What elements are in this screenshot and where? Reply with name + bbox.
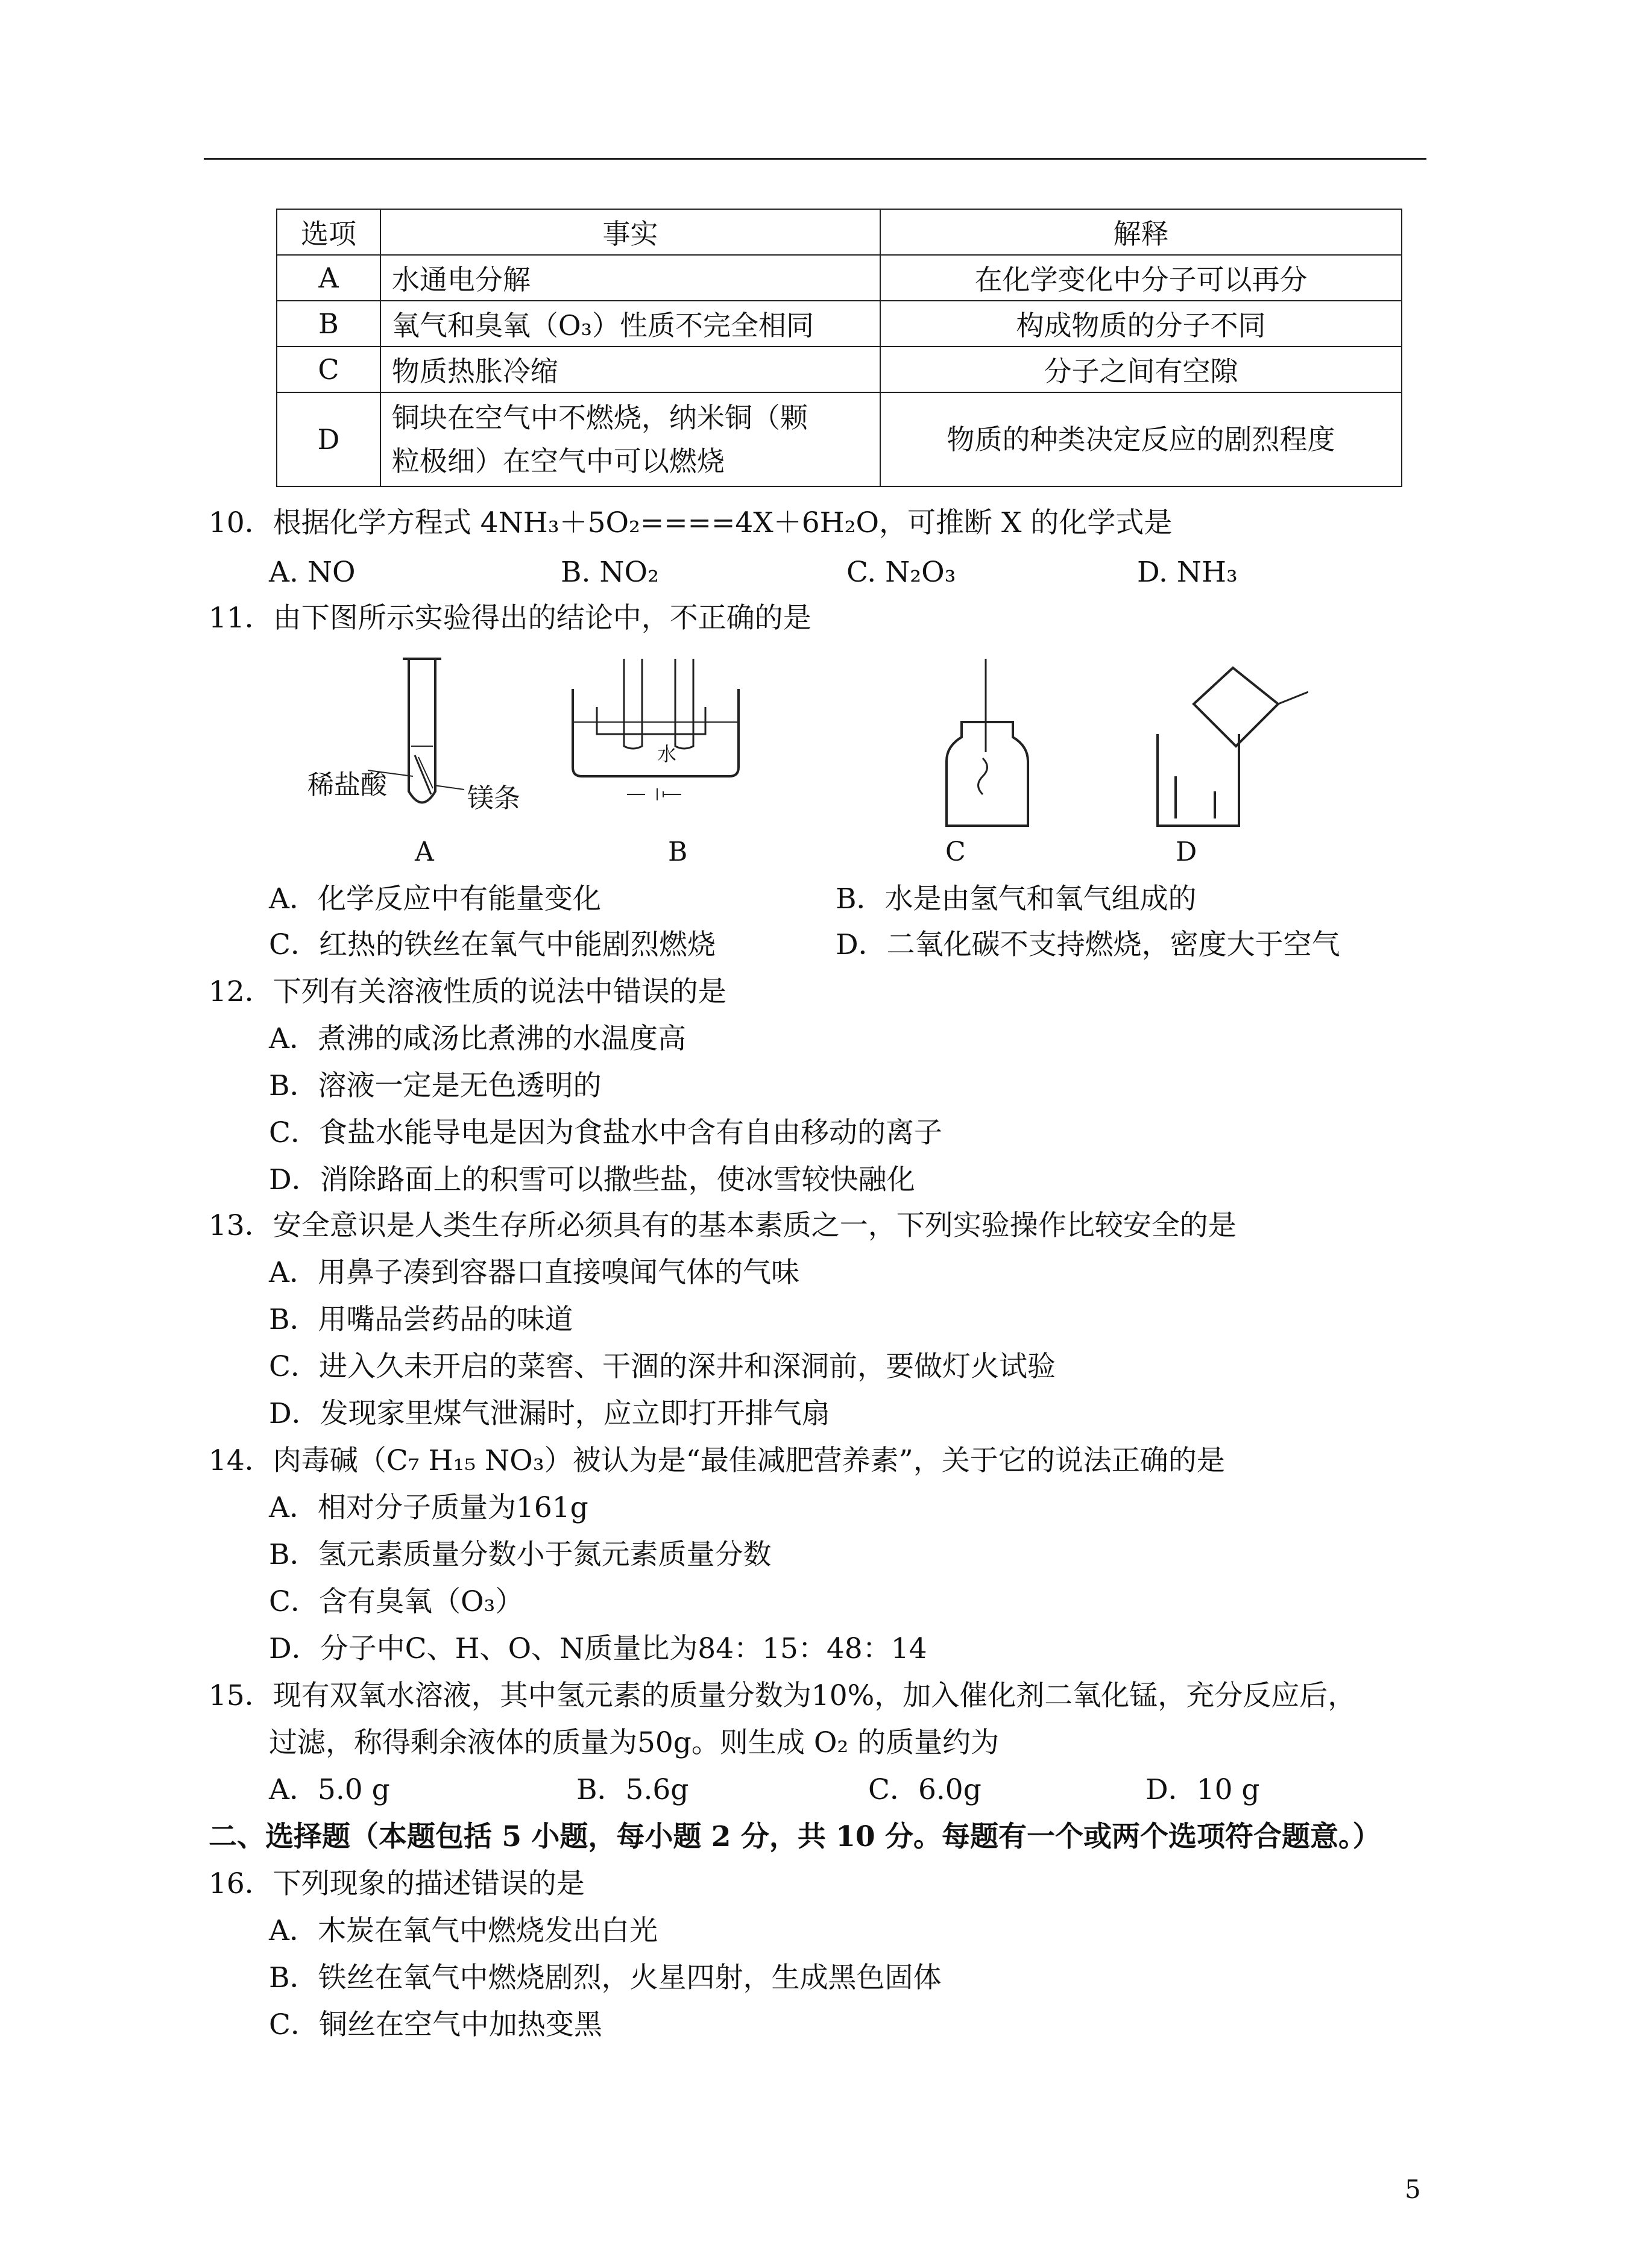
q13-option-a: A．用鼻子凑到容器口直接嗅闻气体的气味 — [269, 1256, 799, 1289]
q10-option-d: D. NH₃ — [1137, 556, 1238, 589]
iron-wire-bottle-diagram — [947, 659, 1028, 826]
row-fact: 水通电分解 — [380, 255, 880, 301]
q16-option-c: C．铜丝在空气中加热变黑 — [269, 2008, 602, 2041]
q14-option-c: C．含有臭氧（O₃） — [269, 1585, 524, 1618]
figure-label-d: D — [1176, 837, 1197, 867]
q16-option-a: A．木炭在氧气中燃烧发出白光 — [269, 1914, 658, 1947]
table-row — [277, 347, 1402, 392]
header-fact: 事实 — [380, 209, 880, 255]
q15-stem: 15．现有双氧水溶液，其中氢元素的质量分数为10%，加入催化剂二氧化锰，充分反应后， — [209, 1679, 1356, 1712]
figure-label-a: A — [415, 837, 434, 867]
q11-option-c: C．红热的铁丝在氧气中能剧烈燃烧 — [269, 928, 716, 961]
q13-option-b: B．用嘴品尝药品的味道 — [269, 1303, 573, 1336]
header-option: 选项 — [277, 209, 380, 255]
label-water: 水 — [657, 743, 677, 765]
electrolysis-diagram — [573, 659, 739, 800]
q10-option-b: B. NO₂ — [561, 556, 659, 589]
co2-candle-diagram — [1158, 668, 1308, 826]
q13-option-c: C．进入久未开启的菜窖、干涸的深井和深洞前，要做灯火试验 — [269, 1350, 1056, 1383]
label-magnesium: 镁条 — [467, 783, 520, 814]
q14-option-a: A．相对分子质量为161g — [269, 1491, 588, 1524]
row-fact — [380, 392, 880, 486]
q15-option-b: B．5.6g — [576, 1773, 689, 1806]
figure-label-b: B — [668, 837, 688, 867]
row-option: A — [277, 255, 380, 301]
q10-option-c: C. N₂O₃ — [846, 556, 956, 589]
q14-option-b: B．氢元素质量分数小于氮元素质量分数 — [269, 1538, 772, 1571]
q11-option-d: D．二氧化碳不支持燃烧，密度大于空气 — [836, 928, 1340, 961]
q16-stem: 16．下列现象的描述错误的是 — [209, 1867, 585, 1900]
q14-stem: 14．肉毒碱（C₇ H₁₅ NO₃）被认为是“最佳减肥营养素”，关于它的说法正确的是 — [209, 1444, 1225, 1477]
q11-option-b: B．水是由氢气和氧气组成的 — [836, 882, 1197, 916]
q13-option-d: D．发现家里煤气泄漏时，应立即打开排气扇 — [269, 1397, 830, 1430]
table-row — [277, 392, 1402, 486]
q15-option-d: D．10 g — [1145, 1773, 1260, 1806]
row-fact-line: 铜块在空气中不燃烧，纳米铜（颗 — [391, 401, 808, 434]
figure-label-c: C — [945, 837, 966, 867]
row-explanation: 在化学变化中分子可以再分 — [880, 255, 1402, 301]
q13-stem: 13．安全意识是人类生存所必须具有的基本素质之一，下列实验操作比较安全的是 — [209, 1209, 1237, 1242]
q15-option-a: A．5.0 g — [269, 1773, 390, 1806]
row-option: B — [277, 301, 380, 347]
row-explanation: 物质的种类决定反应的剧烈程度 — [880, 392, 1402, 486]
q12-option-d: D．消除路面上的积雪可以撒些盐，使冰雪较快融化 — [269, 1163, 915, 1196]
row-explanation: 分子之间有空隙 — [880, 347, 1402, 392]
q12-stem: 12．下列有关溶液性质的说法中错误的是 — [209, 975, 726, 1008]
row-fact: 物质热胀冷缩 — [380, 347, 880, 392]
section-two-heading: 二、选择题（本题包括 5 小题，每小题 2 分，共 10 分。每题有一个或两个选项符合题意。） — [209, 1820, 1381, 1853]
page-number: 5 — [1405, 2175, 1421, 2204]
q10-option-a: A. NO — [269, 556, 356, 589]
q12-option-a: A．煮沸的咸汤比煮沸的水温度高 — [269, 1022, 686, 1055]
facts-table — [276, 209, 1402, 487]
row-fact-line: 粒极细）在空气中可以燃烧 — [391, 445, 725, 477]
table-row — [277, 301, 1402, 347]
row-fact: 氧气和臭氧（O₃）性质不完全相同 — [380, 301, 880, 347]
table-row — [277, 255, 1402, 301]
q11-option-a: A．化学反应中有能量变化 — [269, 882, 601, 916]
experiment-figure — [283, 656, 1308, 867]
q16-option-b: B．铁丝在氧气中燃烧剧烈，火星四射，生成黑色固体 — [269, 1961, 942, 1994]
q10-stem: 10．根据化学方程式 4NH₃＋5O₂====4X＋6H₂O，可推断 X 的化学式是 — [209, 506, 1173, 539]
q11-stem: 11．由下图所示实验得出的结论中，不正确的是 — [209, 602, 811, 635]
row-option: D — [277, 392, 380, 486]
q12-option-b: B．溶液一定是无色透明的 — [269, 1069, 602, 1102]
label-dilute-hcl: 稀盐酸 — [307, 770, 387, 800]
row-explanation: 构成物质的分子不同 — [880, 301, 1402, 347]
row-option: C — [277, 347, 380, 392]
q15-stem-line2: 过滤，称得剩余液体的质量为50g。则生成 O₂ 的质量约为 — [269, 1726, 1000, 1759]
experiment-diagrams — [283, 656, 1308, 867]
header-explanation: 解释 — [880, 209, 1402, 255]
q12-option-c: C．食盐水能导电是因为食盐水中含有自由移动的离子 — [269, 1116, 942, 1149]
q15-option-c: C．6.0g — [868, 1773, 981, 1806]
table-header-row — [277, 209, 1402, 255]
header-rule — [204, 158, 1426, 160]
q14-option-d: D．分子中C、H、O、N质量比为84：15：48：14 — [269, 1632, 927, 1665]
